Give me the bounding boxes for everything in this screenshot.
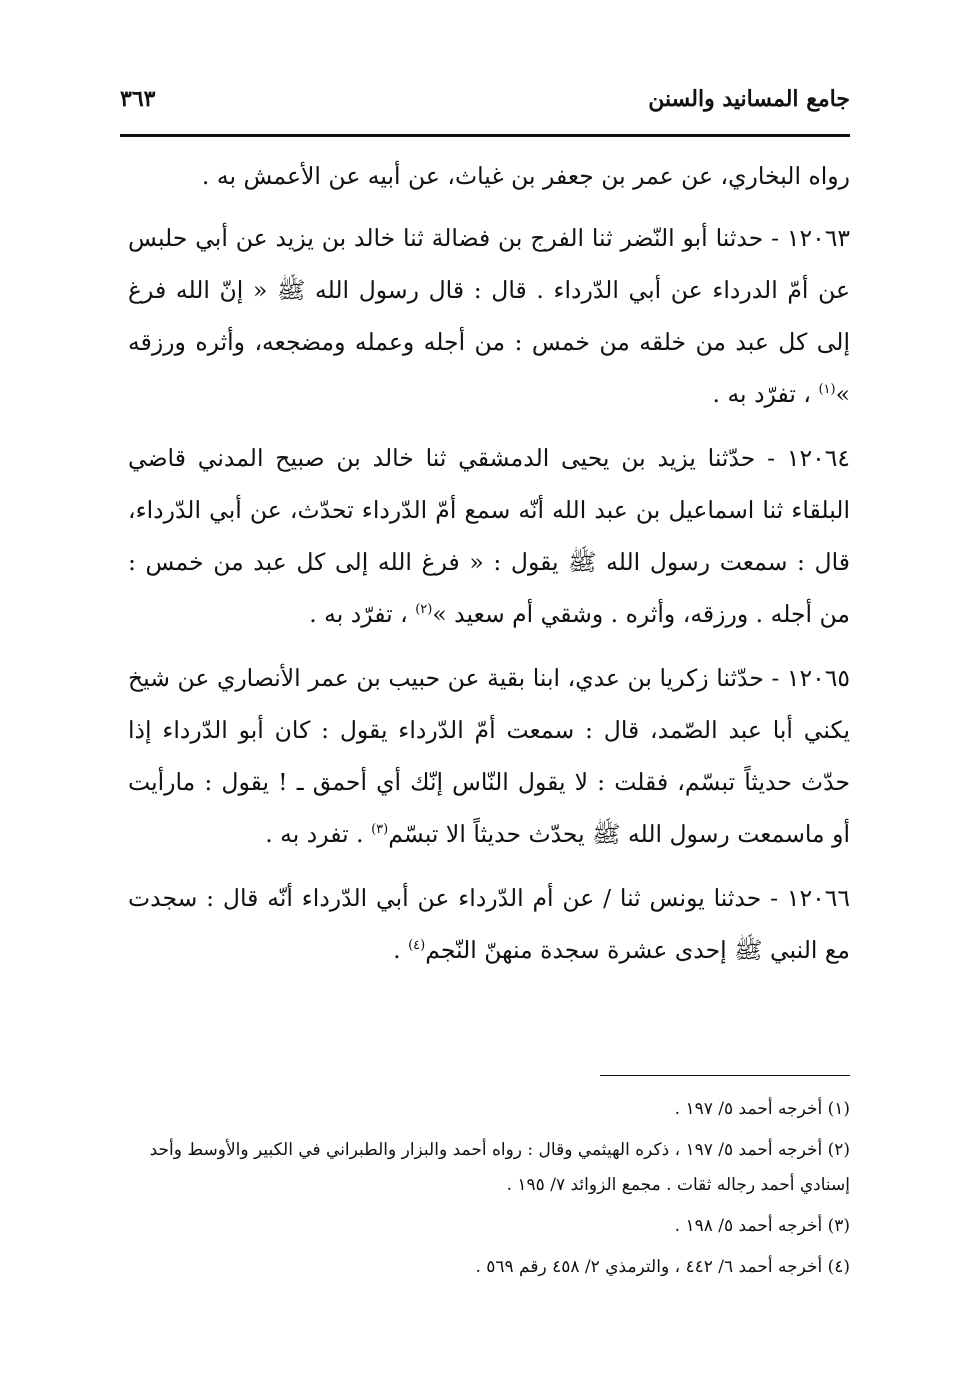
hadith-12064 bbox=[128, 432, 850, 640]
footnote-ref: (٣) bbox=[371, 822, 389, 838]
footnote-2: (٢) أخرجه أحمد ٥/ ١٩٧ ، ذكره الهيثمي وقال : رواه أحمد والبزار والطبراني في الكبير والأوسط وأحد إسنادي أحمد رجاله ثقات . مجمع الزوائد ٧/ ١٩٥ . bbox=[149, 1140, 850, 1195]
footnote-ref: (٢) bbox=[415, 602, 433, 618]
hadith-12063 bbox=[128, 212, 850, 420]
paragraph-bukhari-note bbox=[128, 150, 850, 202]
paragraph-text: ١٢٠٦٦ - حدثنا يونس ثنا / عن أم الدّرداء عن أبي الدّرداء أنّه قال : سجدت مع النبي ﷺ إحدى عشرة سجدة منهنّ النّجم bbox=[128, 884, 850, 964]
paragraph-text: ١٢٠٦٤ - حدّثنا يزيد بن يحيى الدمشقي ثنا خالد بن صبيح المدني قاضي البلقاء ثنا اسماعيل بن عبد الله أنّه سمع أمّ الدّرداء تحدّث، عن أبي الدّرداء، قال : سمعت رسول الله ﷺ يقول : « فرغ الله إلى كل عبد من خمس : من أجله . ورزقه، وأثره . وشقي أم سعيد » bbox=[128, 444, 850, 628]
footnotes bbox=[128, 1092, 850, 1291]
footnote-4: (٤) أخرجه أحمد ٦/ ٤٤٢ ، والترمذي ٢/ ٤٥٨ رقم ٥٦٩ . bbox=[475, 1257, 850, 1277]
paragraph-text: ١٢٠٦٥ - حدّثنا زكريا بن عدي، ابنا بقية عن حبيب بن عمر الأنصاري عن شيخ يكني أبا عبد الصّمد، قال : سمعت أمّ الدّرداء يقول : كان أبو الدّرداء إذا حدّث حديثاً تبسّم، فقلت : لا يقول النّاس إنّك أي أحمق ـ ! يقول : مارأيت أو ماسمعت رسول الله ﷺ يحدّث حديثاً الا تبسّم bbox=[128, 664, 850, 848]
footnote-ref: (٤) bbox=[408, 938, 426, 954]
main-text bbox=[128, 150, 850, 988]
page-header bbox=[120, 82, 850, 132]
footnote-3: (٣) أخرجه أحمد ٥/ ١٩٨ . bbox=[674, 1216, 850, 1236]
footnote-1: (١) أخرجه أحمد ٥/ ١٩٧ . bbox=[674, 1099, 850, 1119]
paragraph-tail: . تفرد به . bbox=[265, 820, 364, 848]
hadith-12065 bbox=[128, 652, 850, 860]
paragraph-tail: ، تفرّد به . bbox=[712, 380, 811, 408]
header-rule bbox=[120, 134, 850, 137]
paragraph-text: ١٢٠٦٣ - حدثنا أبو النّضر ثنا الفرج بن فضالة ثنا خالد بن يزيد عن أبي حلبس عن أمّ الدرداء عن أبي الدّرداء . قال : قال رسول الله ﷺ « إنّ الله فرغ إلى كل عبد من خلقه من خمس : من أجله وعمله ومضجعه، وأثره ورزقه » bbox=[128, 224, 850, 408]
paragraph-tail: ، تفرّد به . bbox=[309, 600, 408, 628]
footnote-ref: (١) bbox=[818, 382, 836, 398]
hadith-12066 bbox=[128, 872, 850, 976]
footnote-separator bbox=[600, 1075, 850, 1076]
paragraph-text: رواه البخاري، عن عمر بن جعفر بن غياث، عن أبيه عن الأعمش به . bbox=[201, 162, 850, 190]
paragraph-tail: . bbox=[393, 936, 401, 964]
page-number: ٣٦٣ bbox=[120, 86, 156, 112]
running-title: جامع المسانيد والسنن bbox=[648, 86, 850, 112]
